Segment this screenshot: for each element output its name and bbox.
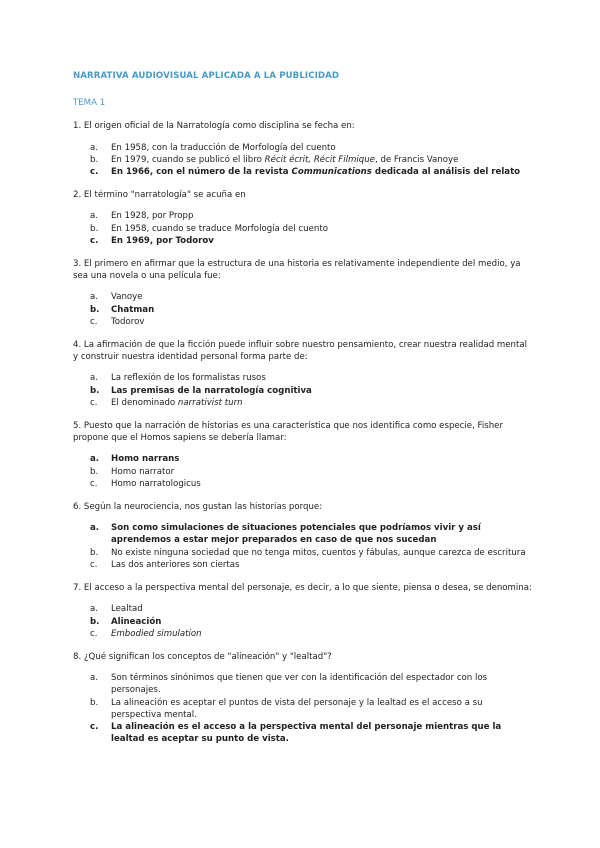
- question-8: [73, 651, 533, 745]
- option-letter: a.: [90, 211, 98, 222]
- answer-options: [73, 291, 533, 328]
- question-text: 5. Puesto que la narración de historias es una característica que nos identifica como especie, Fisher propone que el Homos sapiens se debería llamar:: [73, 421, 503, 444]
- answer-option: [73, 166, 533, 178]
- option-letter: a.: [90, 454, 100, 465]
- option-text: La alineación es aceptar el puntos de vista del personaje y la lealtad es el acceso a su perspectiva mental.: [111, 697, 483, 720]
- option-letter: a.: [90, 292, 98, 303]
- answer-option: [73, 547, 533, 559]
- question-text: 2. El término "narratología" se acuña en: [73, 190, 246, 201]
- option-letter: b.: [90, 466, 99, 477]
- option-letter: c.: [90, 316, 98, 327]
- question-text: 4. La afirmación de que la ficción puede influir sobre nuestro pensamiento, crear nuestra realidad mental y construir nuestra identidad personal forma parte de:: [73, 340, 528, 363]
- question-text: 6. Según la neurociencia, nos gustan las historias porque:: [73, 502, 323, 513]
- option-text-italic: narrativist turn: [177, 397, 243, 408]
- question-5: [73, 420, 533, 490]
- answer-option: [73, 142, 533, 154]
- answer-option: [73, 291, 533, 303]
- answer-option: [73, 478, 533, 490]
- option-letter: c.: [90, 559, 98, 570]
- question-text: 8. ¿Qué significan los conceptos de "alineación" y "lealtad"?: [73, 651, 332, 662]
- option-text: En 1966, con el número de la revista: [111, 167, 292, 178]
- question-2: [73, 189, 533, 247]
- answer-options: [73, 453, 533, 490]
- option-text-italic: Récit écrit, Récit Filmique: [264, 154, 375, 165]
- answer-options: [73, 210, 533, 247]
- answer-option: [73, 223, 533, 235]
- answer-options: [73, 603, 533, 640]
- option-text: La alineación es el acceso a la perspectiva mental del personaje mientras que la lealtad es aceptar su punto de vista.: [111, 721, 502, 745]
- option-text: dedicada al análisis del relato: [371, 167, 521, 178]
- option-text: Todorov: [111, 316, 145, 327]
- question-text: 7. El acceso a la perspectiva mental del personaje, es decir, a lo que siente, piensa o desea, se denomina:: [73, 583, 532, 594]
- option-letter: c.: [90, 235, 99, 246]
- option-text: Alineación: [111, 616, 162, 627]
- question-6: [73, 501, 533, 571]
- option-text: Homo narrator: [111, 466, 175, 477]
- option-letter: a.: [90, 523, 100, 534]
- option-letter: a.: [90, 604, 98, 615]
- option-text: El denominado: [111, 397, 178, 408]
- answer-option: [73, 603, 533, 615]
- option-letter: b.: [90, 385, 100, 396]
- answer-option: [73, 372, 533, 384]
- option-text: En 1958, cuando se traduce Morfología del cuento: [111, 223, 328, 234]
- document-page: [73, 70, 533, 745]
- answer-option: [73, 154, 533, 166]
- answer-option: [73, 522, 533, 546]
- answer-options: [73, 142, 533, 179]
- answer-options: [73, 372, 533, 409]
- option-text: Lealtad: [111, 604, 143, 615]
- option-letter: a.: [90, 373, 98, 384]
- answer-option: [73, 210, 533, 222]
- option-letter: c.: [90, 478, 98, 489]
- question-7: [73, 582, 533, 640]
- answer-option: [73, 316, 533, 328]
- option-text: Las premisas de la narratología cognitiva: [111, 385, 312, 396]
- question-text: 1. El origen oficial de la Narratología como disciplina se fecha en:: [73, 121, 355, 132]
- answer-option: [73, 304, 533, 316]
- option-text: En 1969, por Todorov: [111, 235, 214, 246]
- option-text: La reflexión de los formalistas rusos: [111, 373, 266, 384]
- option-letter: b.: [90, 304, 100, 315]
- answer-options: [73, 522, 533, 571]
- answer-option: [73, 672, 533, 696]
- option-letter: b.: [90, 697, 99, 708]
- answer-options: [73, 672, 533, 745]
- option-letter: b.: [90, 223, 99, 234]
- answer-option: [73, 616, 533, 628]
- option-text-italic: Communications: [291, 167, 372, 178]
- option-text: Vanoye: [111, 292, 143, 303]
- answer-option: [73, 235, 533, 247]
- answer-option: [73, 453, 533, 465]
- option-text: , de Francis Vanoye: [374, 154, 459, 165]
- answer-option: [73, 559, 533, 571]
- option-letter: b.: [90, 616, 100, 627]
- question-1: [73, 120, 533, 178]
- answer-option: [73, 466, 533, 478]
- option-text: Chatman: [111, 304, 155, 315]
- answer-option: [73, 697, 533, 721]
- option-text: No existe ninguna sociedad que no tenga mitos, cuentos y fábulas, aunque carezca de escritura: [111, 547, 526, 558]
- question-3: [73, 258, 533, 328]
- answer-option: [73, 385, 533, 397]
- answer-option: [73, 721, 533, 745]
- option-letter: a.: [90, 673, 98, 684]
- option-letter: a.: [90, 142, 98, 153]
- option-text: En 1958, con la traducción de Morfología del cuento: [111, 142, 336, 153]
- option-text: Las dos anteriores son ciertas: [111, 559, 240, 570]
- question-4: [73, 339, 533, 409]
- option-text-italic: Embodied simulation: [111, 628, 202, 639]
- option-letter: b.: [90, 154, 99, 165]
- option-letter: c.: [90, 397, 98, 408]
- answer-option: [73, 397, 533, 409]
- option-letter: c.: [90, 721, 99, 732]
- question-text: 3. El primero en afirmar que la estructura de una historia es relativamente independiente del medio, ya sea una novela o una película fue:: [73, 259, 521, 282]
- option-text: Homo narrans: [111, 454, 180, 465]
- question-list: [73, 120, 533, 745]
- option-text: Homo narratologicus: [111, 478, 201, 489]
- option-letter: c.: [90, 167, 99, 178]
- option-text: En 1979, cuando se publicó el libro: [111, 154, 265, 165]
- document-title: NARRATIVA AUDIOVISUAL APLICADA A LA PUBLICIDAD: [73, 71, 340, 81]
- option-letter: c.: [90, 628, 98, 639]
- answer-option: [73, 628, 533, 640]
- option-text: Son como simulaciones de situaciones potenciales que podríamos vivir y así aprendemos a estar mejor preparados en caso de que nos sucedan: [111, 523, 481, 546]
- section-heading: TEMA 1: [73, 98, 106, 109]
- option-text: Son términos sinónimos que tienen que ver con la identificación del espectador con los personajes.: [111, 673, 488, 696]
- option-text: En 1928, por Propp: [111, 211, 194, 222]
- option-letter: b.: [90, 547, 99, 558]
